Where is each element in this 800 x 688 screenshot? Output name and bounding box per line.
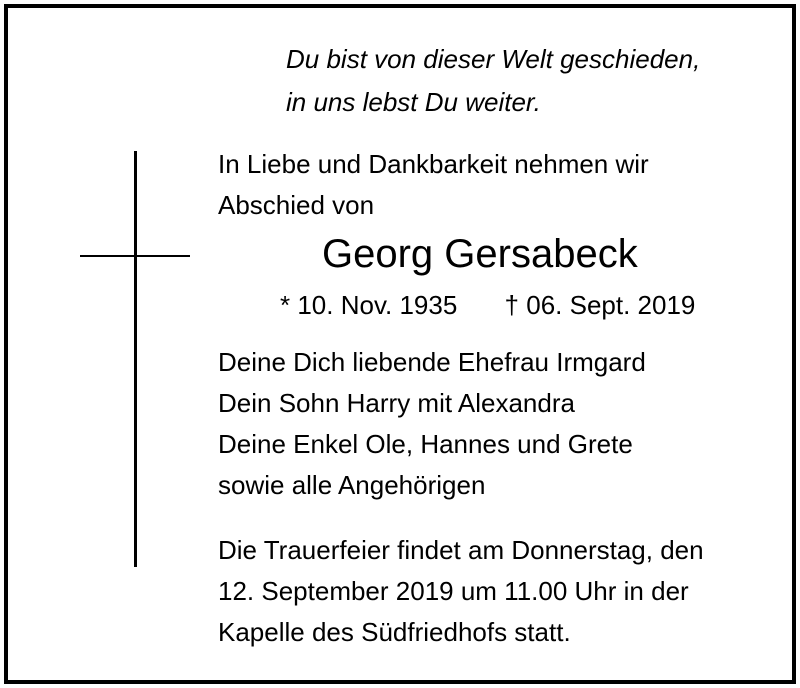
- funeral-announcement: [218, 530, 704, 653]
- deceased-name: Georg Gersabeck: [322, 232, 638, 276]
- intro-line-1: In Liebe und Dankbarkeit nehmen wir: [218, 149, 649, 179]
- mourners-list: [218, 342, 646, 506]
- mourner-line: Dein Sohn Harry mit Alexandra: [218, 388, 575, 418]
- cross-horizontal-beam: [80, 255, 190, 257]
- intro-text: [218, 144, 649, 226]
- cross-vertical-beam: [134, 151, 137, 567]
- motto-quote: [286, 38, 700, 124]
- funeral-line-2: 12. September 2019 um 11.00 Uhr in der: [218, 576, 689, 606]
- intro-line-2: Abschied von: [218, 190, 375, 220]
- mourner-line: sowie alle Angehörigen: [218, 470, 486, 500]
- mourner-line: Deine Enkel Ole, Hannes und Grete: [218, 429, 633, 459]
- funeral-line-3: Kapelle des Südfriedhofs statt.: [218, 617, 571, 647]
- death-date: † 06. Sept. 2019: [504, 290, 696, 320]
- motto-line-1: Du bist von dieser Welt geschieden,: [286, 44, 701, 74]
- mourner-line: Deine Dich liebende Ehefrau Irmgard: [218, 347, 646, 377]
- life-dates: [280, 285, 695, 325]
- birth-date: * 10. Nov. 1935: [280, 290, 458, 320]
- motto-line-2: in uns lebst Du weiter.: [286, 87, 541, 117]
- funeral-line-1: Die Trauerfeier findet am Donnerstag, den: [218, 535, 704, 565]
- cross-icon: [80, 151, 190, 567]
